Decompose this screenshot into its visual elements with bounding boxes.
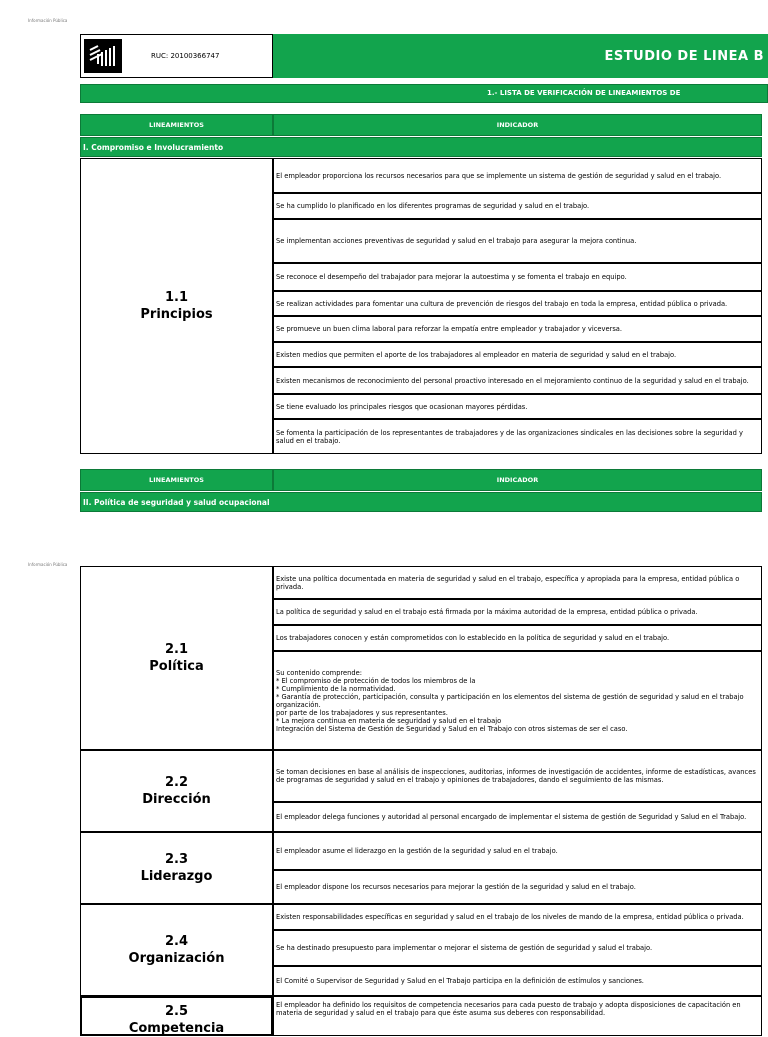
indicator-row: El empleador ha definido los requisitos de competencia necesarios para cada puesto de trabajo y adopta disposiciones de capacitación en materia de seguridad y salud en el trabajo para que éste asuma sus deberes con responsabilidad. [273, 996, 762, 1036]
lineamiento-number: 2.2 [164, 775, 189, 790]
indicator-row: Se realizan actividades para fomentar una cultura de prevención de riesgos del trabajo en toda la empresa, entidad pública o privada. [273, 291, 762, 316]
indicator-row: El empleador proporciona los recursos necesarios para que se implemente un sistema de gestión de seguridad y salud en el trabajo. [273, 158, 762, 193]
table1-col-lineamientos: LINEAMIENTOS [80, 114, 273, 136]
page-subtitle: 1.- LISTA DE VERIFICACIÓN DE LINEAMIENTOS DE [487, 89, 681, 97]
indicator-row: El empleador asume el liderazgo en la gestión de la seguridad y salud en el trabajo. [273, 832, 762, 870]
indicator-row: Existe una política documentada en materia de seguridad y salud en el trabajo, específica y apropiada para la empresa, entidad pública o privada. [273, 566, 762, 599]
indicator-row: El empleador delega funciones y autoridad al personal encargado de implementar el sistema de gestión de Seguridad y Salud en el Trabajo. [273, 802, 762, 832]
indicator-row: Su contenido comprende: * El compromiso de protección de todos los miembros de la * Cumplimiento de la normatividad. * Garantía de protección, participación, consulta y participación en los elementos del sistema de gestión de seguridad y salud en el trabajo organización. por parte de los trabajadores y sus representantes. * La mejora continua en materia de seguridad y salud en el trabajo Integración del Sistema de Gestión de Seguridad y Salud en el Trabajo con otros sistemas de ser el caso. [273, 651, 762, 750]
lineamiento-name: Principios [140, 307, 213, 322]
indicator-row: Existen mecanismos de reconocimiento del personal proactivo interesado en el mejoramiento continuo de la seguridad y salud en el trabajo. [273, 367, 762, 394]
classification-label: Información Pública [28, 18, 68, 23]
lineamiento-name: Competencia [128, 1021, 225, 1036]
subtitle-bar [80, 84, 768, 103]
indicator-row: Se fomenta la participación de los representantes de trabajadores y de las organizaciones sindicales en las decisiones sobre la seguridad y salud en el trabajo. [273, 419, 762, 454]
page-title: ESTUDIO DE LINEA B [604, 48, 764, 64]
lineamiento-number: 2.1 [164, 642, 189, 657]
lineamiento-1-1 [80, 158, 273, 454]
table2-col-lineamientos: LINEAMIENTOS [80, 469, 273, 491]
lineamiento-2-1 [80, 566, 273, 750]
lineamiento-number: 2.3 [164, 852, 189, 867]
lineamiento-name: Política [149, 659, 204, 674]
indicator-row: Se ha destinado presupuesto para implementar o mejorar el sistema de gestión de seguridad y salud el trabajo. [273, 930, 762, 966]
lineamiento-name: Liderazgo [140, 869, 213, 884]
indicator-row: Los trabajadores conocen y están comprometidos con lo establecido en la política de seguridad y salud en el trabajo. [273, 625, 762, 651]
indicator-row: Se reconoce el desempeño del trabajador para mejorar la autoestima y se fomenta el trabajo en equipo. [273, 263, 762, 291]
indicator-row: El Comité o Supervisor de Seguridad y Salud en el Trabajo participa en la definición de estímulos y sanciones. [273, 966, 762, 996]
lineamiento-name: Organización [128, 951, 225, 966]
lineamiento-name: Dirección [142, 792, 211, 807]
indicator-row: Se implementan acciones preventivas de seguridad y salud en el trabajo para asegurar la mejora continua. [273, 219, 762, 263]
ruc-number: RUC: 20100366747 [151, 52, 220, 60]
table2-section-title: II. Política de seguridad y salud ocupacional [80, 492, 762, 512]
lineamiento-2-2 [80, 750, 273, 832]
table2-col-indicador: INDICADOR [273, 469, 762, 491]
table1-col-indicador: INDICADOR [273, 114, 762, 136]
indicator-row: Existen responsabilidades específicas en seguridad y salud en el trabajo de los niveles de mando de la empresa, entidad pública o privada. [273, 904, 762, 930]
classification-label-page2: Información Pública [28, 562, 68, 567]
lineamiento-number: 2.5 [164, 1004, 189, 1019]
title-bar [273, 34, 768, 78]
indicator-row: Existen medios que permiten el aporte de los trabajadores al empleador en materia de seguridad y salud en el trabajo. [273, 342, 762, 367]
lineamiento-2-3 [80, 832, 273, 904]
lineamiento-2-5 [80, 996, 273, 1036]
lineamiento-number: 1.1 [164, 290, 189, 305]
lineamiento-2-4 [80, 904, 273, 996]
indicator-row: Se tiene evaluado los principales riesgos que ocasionan mayores pérdidas. [273, 394, 762, 419]
table1-section-title: I. Compromiso e Involucramiento [80, 137, 762, 157]
indicator-row: La política de seguridad y salud en el trabajo está firmada por la máxima autoridad de la empresa, entidad pública o privada. [273, 599, 762, 625]
indicator-row: Se toman decisiones en base al análisis de inspecciones, auditorias, informes de investigación de accidentes, informe de estadísticas, avances de programas de seguridad y salud en el trabajo y opiniones de trabajadores, dando el seguimiento de las mismas. [273, 750, 762, 802]
indicator-row: El empleador dispone los recursos necesarios para mejorar la gestión de la seguridad y salud en el trabajo. [273, 870, 762, 904]
header-logo-box [80, 34, 273, 78]
company-logo [84, 39, 122, 73]
indicator-row: Se ha cumplido lo planificado en los diferentes programas de seguridad y salud en el trabajo. [273, 193, 762, 219]
logo-icon [88, 44, 118, 68]
indicator-row: Se promueve un buen clima laboral para reforzar la empatía entre empleador y trabajador y viceversa. [273, 316, 762, 342]
lineamiento-number: 2.4 [164, 934, 189, 949]
